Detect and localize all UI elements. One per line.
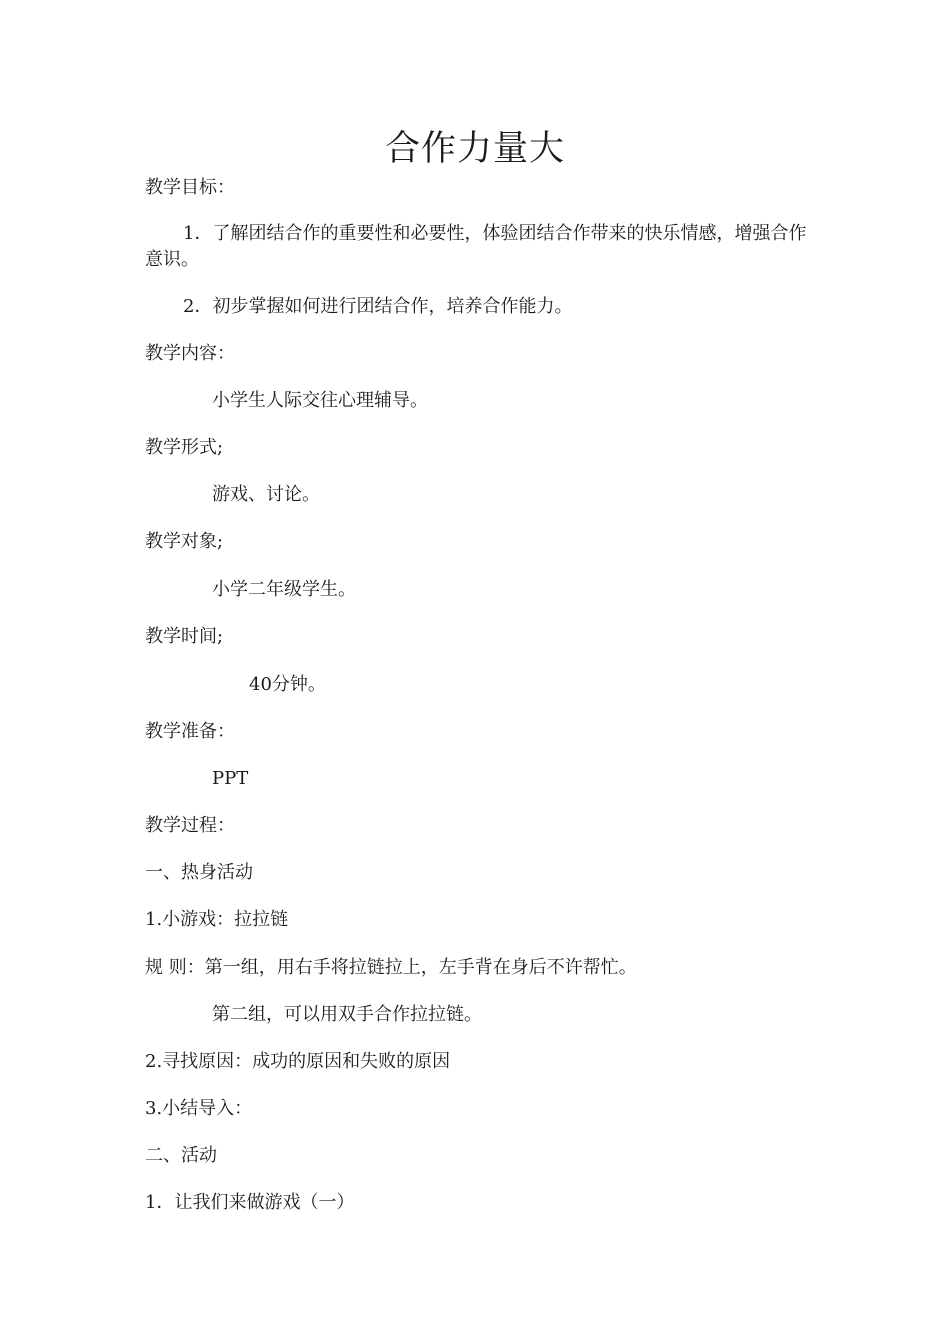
activity-1: 1．让我们来做游戏（一）	[145, 1192, 355, 1213]
objective-2: 2．初步掌握如何进行团结合作，培养合作能力。	[183, 296, 573, 317]
time-text: 40分钟。	[249, 674, 326, 695]
objective-1: 1．了解团结合作的重要性和必要性，体验团结合作带来的快乐情感，增强合作意识。	[145, 223, 807, 270]
process-heading: 教学过程：	[145, 815, 235, 836]
objectives-heading: 教学目标：	[145, 177, 235, 198]
document-title: 合作力量大	[384, 129, 565, 169]
rule-1: 规 则：第一组，用右手将拉链拉上，左手背在身后不许帮忙。	[145, 957, 637, 978]
item-2: 2.寻找原因：成功的原因和失败的原因	[145, 1051, 451, 1072]
audience-text: 小学二年级学生。	[212, 579, 356, 600]
prep-text: PPT	[212, 768, 249, 789]
form-text: 游戏、讨论。	[212, 484, 320, 505]
content-text: 小学生人际交往心理辅导。	[212, 390, 428, 411]
form-heading: 教学形式;	[145, 437, 224, 458]
content-heading: 教学内容：	[145, 343, 235, 364]
item-1: 1.小游戏：拉拉链	[145, 909, 289, 930]
audience-heading: 教学对象;	[145, 531, 224, 552]
time-heading: 教学时间;	[145, 626, 224, 647]
section-2-heading: 二、活动	[145, 1145, 217, 1166]
rule-2: 第二组，可以用双手合作拉拉链。	[212, 1004, 482, 1025]
section-1-heading: 一、热身活动	[145, 862, 253, 883]
item-3: 3.小结导入：	[145, 1098, 253, 1119]
prep-heading: 教学准备：	[145, 721, 235, 742]
